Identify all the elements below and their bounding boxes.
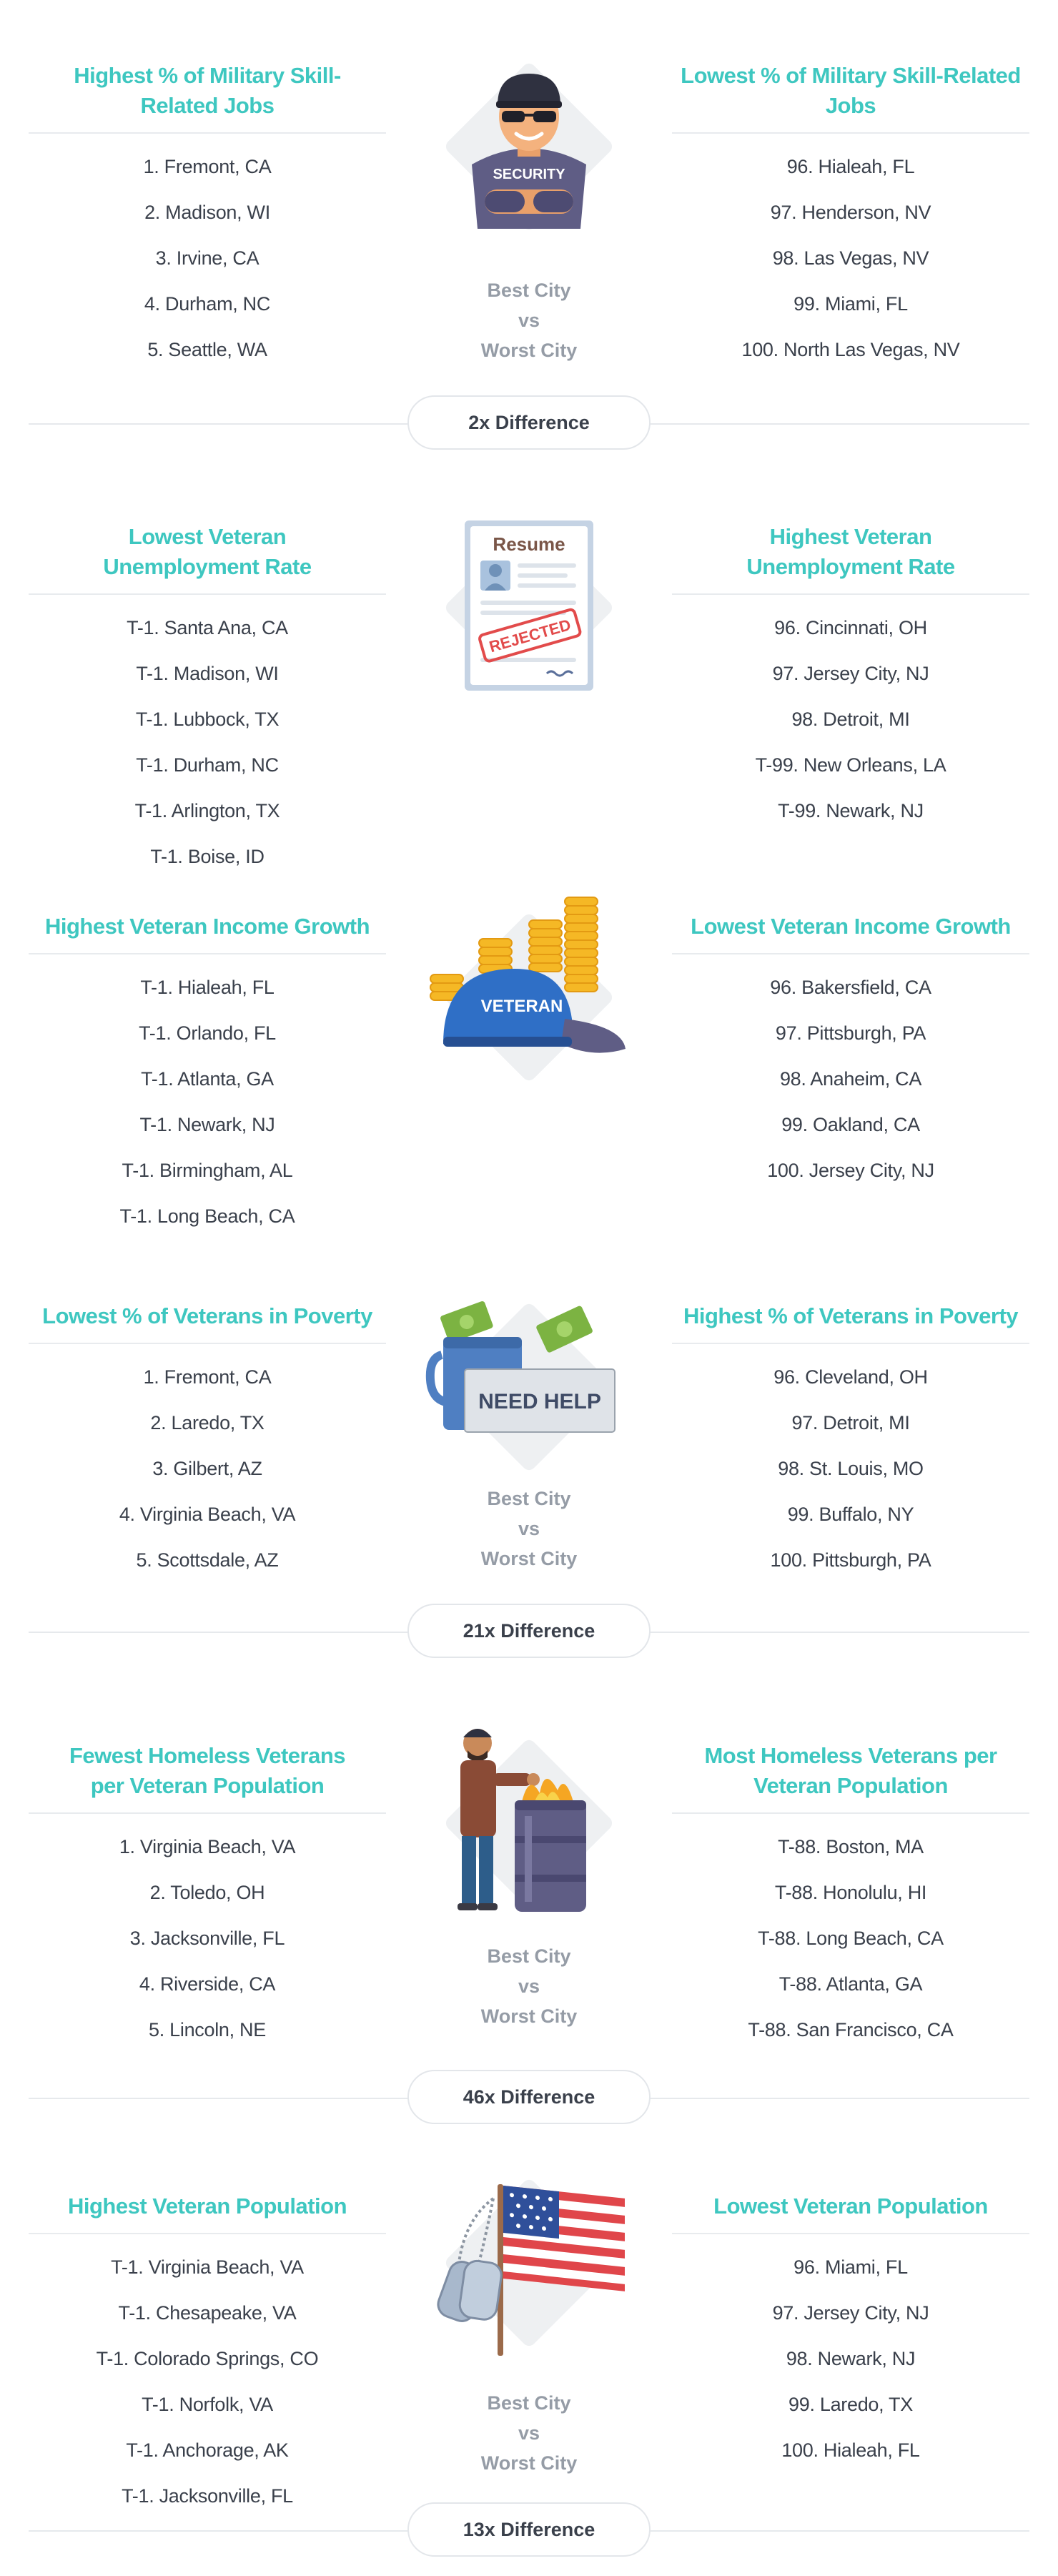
list-item: T-1. Orlando, FL: [139, 1022, 276, 1044]
list-item: 5. Seattle, WA: [147, 339, 267, 360]
list-item: 97. Pittsburgh, PA: [775, 1022, 926, 1044]
title-underline: [672, 132, 1029, 134]
left-title: Lowest % of Veterans in Poverty: [42, 1303, 372, 1328]
vs-label: vs: [518, 310, 540, 331]
list-item: T-1. Boise, ID: [150, 846, 264, 867]
right-column: [672, 522, 1029, 834]
list-item: T-1. Jacksonville, FL: [122, 2485, 293, 2507]
left-title: Highest Veteran Population: [67, 2193, 347, 2219]
list-item: 4. Durham, NC: [144, 293, 271, 315]
list-item: 96. Bakersfield, CA: [770, 977, 931, 998]
list-item: 4. Virginia Beach, VA: [119, 1504, 296, 1525]
right-column: [672, 1741, 1029, 2053]
difference-row: [0, 2070, 1058, 2127]
vs-label: vs: [518, 1975, 540, 1997]
title-underline: [672, 593, 1029, 595]
list-item: 99. Buffalo, NY: [787, 1504, 914, 1525]
list-item: 1. Fremont, CA: [143, 1366, 272, 1388]
title-underline: [672, 953, 1029, 954]
rejected-stamp: REJECTED: [487, 615, 573, 656]
section-unemployment: [0, 500, 1058, 887]
list-item: 99. Miami, FL: [794, 293, 908, 315]
list-item: T-88. Long Beach, CA: [758, 1928, 944, 1949]
list-item: T-1. Long Beach, CA: [119, 1205, 295, 1227]
left-column: [29, 1301, 386, 1583]
list-item: 98. Detroit, MI: [791, 709, 910, 730]
left-column: [29, 2191, 386, 2519]
left-title: Highest Veteran Income Growth: [44, 914, 370, 939]
vs-label: vs: [518, 1518, 540, 1539]
best-vs-worst-label: [422, 1484, 636, 1574]
need-help-label: NEED HELP: [478, 1390, 601, 1413]
best-label: Best City: [487, 1945, 571, 1967]
right-column: [672, 2191, 1029, 2473]
security-guard-icon: [422, 39, 636, 254]
right-title: Lowest % of Military Skill-Related Jobs: [681, 63, 1021, 118]
left-title: Fewest Homeless Veterans per Veteran Population: [69, 1743, 346, 1798]
list-item: 97. Jersey City, NJ: [772, 663, 929, 684]
list-item: T-1. Hialeah, FL: [140, 977, 275, 998]
right-title: Lowest Veteran Income Growth: [691, 914, 1011, 939]
worst-label: Worst City: [480, 1548, 578, 1569]
list-item: 98. Las Vegas, NV: [772, 247, 929, 269]
title-underline: [29, 2233, 386, 2234]
best-label: Best City: [487, 2392, 571, 2414]
best-vs-worst-label: [422, 275, 636, 365]
list-item: T-1. Virginia Beach, VA: [111, 2256, 304, 2278]
list-item: 99. Oakland, CA: [781, 1114, 920, 1135]
list-item: T-1. Atlanta, GA: [141, 1068, 274, 1090]
title-underline: [672, 1812, 1029, 1814]
difference-row: [0, 395, 1058, 453]
title-underline: [29, 1343, 386, 1344]
list-item: 96. Miami, FL: [794, 2256, 908, 2278]
list-item: 96. Cincinnati, OH: [774, 617, 927, 638]
veteran-label: VETERAN: [480, 997, 563, 1016]
section-military-jobs: [0, 0, 1058, 465]
list-item: T-1. Durham, NC: [136, 754, 279, 776]
right-title: Highest Veteran Unemployment Rate: [746, 524, 955, 579]
list-item: T-1. Lubbock, TX: [135, 709, 280, 730]
difference-row: [0, 2502, 1058, 2560]
list-item: 3. Gilbert, AZ: [152, 1458, 262, 1479]
list-item: T-1. Santa Ana, CA: [127, 617, 288, 638]
list-item: 100. Hialeah, FL: [781, 2439, 920, 2461]
list-item: T-88. San Francisco, CA: [748, 2019, 954, 2040]
list-item: 100. Jersey City, NJ: [767, 1160, 934, 1181]
list-item: 100. Pittsburgh, PA: [770, 1549, 931, 1571]
list-item: 5. Scottsdale, AZ: [136, 1549, 279, 1571]
difference-badge: 21x Difference: [407, 1604, 651, 1658]
best-vs-worst-label: [422, 2388, 636, 2478]
list-item: 2. Madison, WI: [144, 202, 270, 223]
left-column: [29, 912, 386, 1239]
list-item: T-99. New Orleans, LA: [755, 754, 946, 776]
list-item: 99. Laredo, TX: [788, 2394, 913, 2415]
difference-row: [0, 1604, 1058, 1661]
worst-label: Worst City: [480, 2452, 578, 2474]
left-column: [29, 61, 386, 372]
need-help-cup-icon: [422, 1280, 636, 1494]
best-label: Best City: [487, 280, 571, 301]
section-homeless: [0, 1702, 1058, 2131]
right-title: Lowest Veteran Population: [713, 2193, 988, 2219]
title-underline: [29, 953, 386, 954]
left-column: [29, 522, 386, 879]
list-item: T-1. Madison, WI: [136, 663, 279, 684]
list-item: 97. Henderson, NV: [770, 202, 931, 223]
list-item: 5. Lincoln, NE: [149, 2019, 266, 2040]
list-item: 3. Irvine, CA: [155, 247, 259, 269]
right-title: Most Homeless Veterans per Veteran Population: [704, 1743, 997, 1798]
veteran-cap-coins-icon: [422, 890, 636, 1105]
right-title: Highest % of Veterans in Poverty: [683, 1303, 1019, 1328]
list-item: T-1. Birmingham, AL: [122, 1160, 293, 1181]
list-item: 98. Anaheim, CA: [779, 1068, 922, 1090]
security-label: SECURITY: [493, 167, 565, 182]
section-poverty: [0, 1280, 1058, 1680]
worst-label: Worst City: [480, 340, 578, 361]
list-item: 2. Laredo, TX: [150, 1412, 264, 1433]
list-item: T-88. Atlanta, GA: [778, 1973, 923, 1995]
list-item: 3. Jacksonville, FL: [129, 1928, 285, 1949]
list-item: T-88. Honolulu, HI: [774, 1882, 927, 1903]
flag-dog-tags-icon: [422, 2156, 636, 2370]
title-underline: [29, 593, 386, 595]
list-item: T-99. Newark, NJ: [778, 800, 924, 821]
vs-label: vs: [518, 2422, 540, 2444]
left-title: Highest % of Military Skill-Related Jobs: [74, 63, 341, 118]
list-item: T-1. Colorado Springs, CO: [96, 2348, 319, 2369]
list-item: 96. Cleveland, OH: [773, 1366, 928, 1388]
list-item: 98. Newark, NJ: [786, 2348, 916, 2369]
list-item: 98. St. Louis, MO: [778, 1458, 924, 1479]
list-item: T-1. Arlington, TX: [134, 800, 280, 821]
homeless-fire-barrel-icon: [422, 1716, 636, 1930]
list-item: 100. North Las Vegas, NV: [741, 339, 960, 360]
title-underline: [672, 2233, 1029, 2234]
difference-badge: 2x Difference: [407, 395, 651, 450]
list-item: T-88. Boston, MA: [778, 1836, 924, 1857]
list-item: T-1. Newark, NJ: [139, 1114, 275, 1135]
right-column: [672, 61, 1029, 372]
section-veteran-population: [0, 2141, 1058, 2576]
list-item: 1. Virginia Beach, VA: [119, 1836, 296, 1857]
title-underline: [29, 1812, 386, 1814]
right-column: [672, 912, 1029, 1193]
right-column: [672, 1301, 1029, 1583]
best-label: Best City: [487, 1488, 571, 1509]
resume-title: Resume: [493, 533, 565, 555]
list-item: T-1. Chesapeake, VA: [118, 2302, 297, 2324]
list-item: 97. Detroit, MI: [791, 1412, 910, 1433]
best-vs-worst-label: [422, 1941, 636, 2031]
left-title: Lowest Veteran Unemployment Rate: [103, 524, 312, 579]
worst-label: Worst City: [480, 2005, 578, 2027]
difference-badge: 13x Difference: [407, 2502, 651, 2557]
rejected-resume-icon: [422, 500, 636, 715]
list-item: 1. Fremont, CA: [143, 156, 272, 177]
section-income-growth: [0, 890, 1058, 1276]
difference-badge: 46x Difference: [407, 2070, 651, 2124]
list-item: T-1. Anchorage, AK: [126, 2439, 289, 2461]
title-underline: [29, 132, 386, 134]
list-item: 4. Riverside, CA: [139, 1973, 276, 1995]
list-item: T-1. Norfolk, VA: [142, 2394, 273, 2415]
list-item: 2. Toledo, OH: [149, 1882, 265, 1903]
title-underline: [672, 1343, 1029, 1344]
list-item: 97. Jersey City, NJ: [772, 2302, 929, 2324]
left-column: [29, 1741, 386, 2053]
list-item: 96. Hialeah, FL: [786, 156, 915, 177]
